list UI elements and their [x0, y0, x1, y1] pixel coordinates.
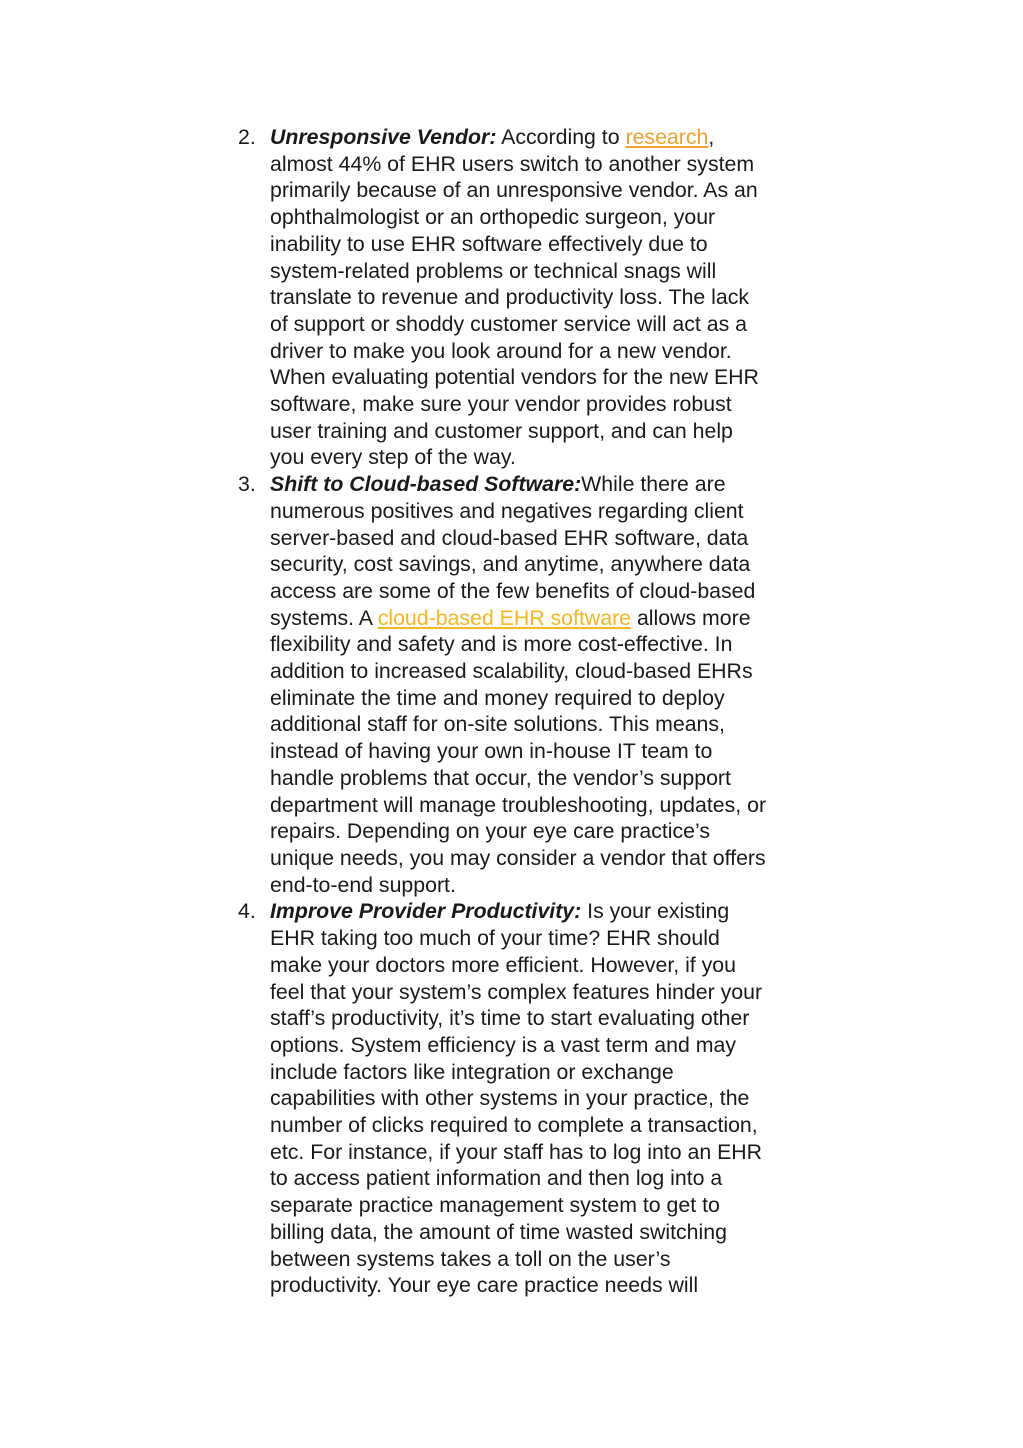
paragraph-line: flexibility and safety and is more cost-effective. In — [270, 632, 733, 657]
list-number: 4. — [238, 899, 256, 924]
paragraph-line: include factors like integration or exchange — [270, 1059, 674, 1084]
paragraph-line: driver to make you look around for a new vendor. — [270, 338, 732, 363]
paragraph-line: make your doctors more efficient. However, if you — [270, 952, 736, 977]
numbered-list — [233, 124, 823, 1299]
paragraph-line: software, make sure your vendor provides robust — [270, 392, 732, 417]
paragraph-line: separate practice management system to get to — [270, 1193, 720, 1218]
paragraph-line: instead of having your own in-house IT team to — [270, 739, 713, 764]
paragraph-line: etc. For instance, if your staff has to log into an EHR — [270, 1139, 763, 1164]
paragraph-line: repairs. Depending on your eye care practice’s — [270, 819, 710, 844]
list-number: 2. — [238, 125, 256, 149]
paragraph-line: access are some of the few benefits of cloud-based — [270, 578, 756, 603]
text-segment: , — [708, 125, 715, 149]
paragraph-line: inability to use EHR software effectively due to — [270, 231, 708, 256]
paragraph-line: ophthalmologist or an orthopedic surgeon, your — [270, 205, 716, 230]
paragraph-line: to access patient information and then log into a — [270, 1166, 723, 1191]
list-item-cloud-based-software — [233, 471, 823, 898]
paragraph-line: between systems takes a toll on the user’s — [270, 1246, 671, 1271]
paragraph-line: addition to increased scalability, cloud-based EHRs — [270, 659, 753, 684]
paragraph-line: primarily because of an unresponsive vendor. As an — [270, 178, 758, 203]
list-item-first-line — [270, 124, 823, 151]
paragraph-line: end-to-end support. — [270, 872, 456, 897]
list-item-unresponsive-vendor — [233, 124, 823, 471]
item-heading: Unresponsive Vendor: — [270, 125, 497, 149]
paragraph-line: options. System efficiency is a vast term and may — [270, 1032, 736, 1057]
text-segment: While there are — [581, 472, 726, 497]
paragraph-line: translate to revenue and productivity loss. The lack — [270, 285, 750, 310]
list-number: 3. — [238, 472, 256, 497]
paragraph-line: staff’s productivity, it’s time to start evaluating other — [270, 1006, 750, 1031]
list-item-provider-productivity — [233, 898, 823, 1299]
paragraph-line: unique needs, you may consider a vendor that offers — [270, 845, 766, 870]
paragraph-line: feel that your system’s complex features hinder your — [270, 979, 763, 1004]
paragraph-line: user training and customer support, and can help — [270, 418, 733, 443]
paragraph-line: additional staff for on-site solutions. This means, — [270, 712, 725, 737]
paragraph-line: almost 44% of EHR users switch to another system — [270, 151, 755, 176]
list-item-first-line — [270, 898, 823, 925]
paragraph-line: you every step of the way. — [270, 445, 516, 470]
text-segment: Is your existing — [581, 899, 730, 924]
paragraph-line: eliminate the time and money required to deploy — [270, 685, 725, 710]
paragraph-line: of support or shoddy customer service will act as a — [270, 311, 748, 336]
text-segment: systems. A — [270, 605, 378, 630]
paragraph-line: security, cost savings, and anytime, anywhere data — [270, 552, 751, 577]
item-heading: Improve Provider Productivity: — [270, 899, 582, 924]
paragraph-line: productivity. Your eye care practice needs will — [270, 1273, 699, 1298]
paragraph-line: system-related problems or technical snags will — [270, 258, 717, 283]
paragraph-line: numerous positives and negatives regarding client — [270, 498, 744, 523]
paragraph-line: capabilities with other systems in your practice, the — [270, 1086, 750, 1111]
text-segment: According to — [496, 125, 626, 149]
item-heading: Shift to Cloud-based Software: — [270, 472, 582, 497]
paragraph-line: department will manage troubleshooting, updates, or — [270, 792, 767, 817]
paragraph-line: billing data, the amount of time wasted switching — [270, 1219, 727, 1244]
paragraph-line: handle problems that occur, the vendor’s support — [270, 765, 731, 790]
research-link[interactable]: research — [625, 125, 709, 149]
paragraph-line-with-link — [270, 605, 823, 632]
list-item-first-line — [270, 471, 823, 498]
cloud-based-ehr-software-link[interactable]: cloud-based EHR software — [377, 605, 632, 630]
paragraph-line: server-based and cloud-based EHR software, data — [270, 525, 749, 550]
paragraph-line: number of clicks required to complete a transaction, — [270, 1113, 758, 1138]
paragraph-line: EHR taking too much of your time? EHR should — [270, 926, 720, 951]
paragraph-line: When evaluating potential vendors for the new EHR — [270, 365, 759, 390]
text-segment: allows more — [631, 605, 751, 630]
